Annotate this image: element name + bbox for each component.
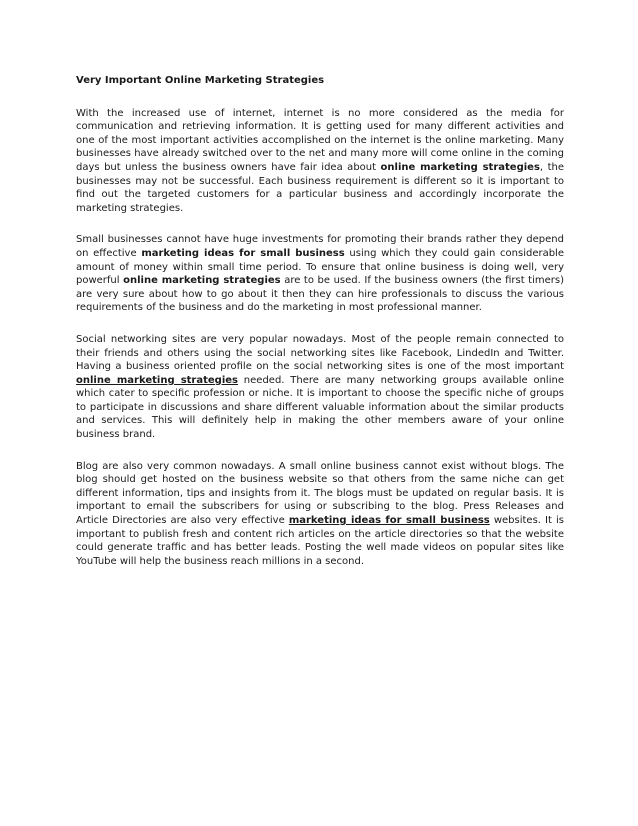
paragraph [76, 460, 564, 569]
body-text: using which they could gain considerable amount of money within small time period. To ensure that online business is doing well, very powerful [76, 247, 564, 287]
document-title: Very Important Online Marketing Strategies [76, 75, 325, 86]
body-text: With the increased use of internet, internet is no more considered as the media for communication and retrieving information. It is getting used for many different activities and one of the most important activities accomplished on the internet is the online marketing. Many businesses have already switched over to the net and many more will come online in the coming days but unless the business owners have fair idea about [76, 107, 564, 173]
body-text: websites. It is important to publish fresh and content rich articles on the article directories so that the website could generate traffic and has better leads. Posting the well made videos on popular sites like YouTube will help the business reach millions in a second. [76, 515, 564, 567]
paragraph [76, 233, 564, 315]
body-text: are to be used. If the business owners (the first timers) are very sure about how to go about it then they can hire professionals to discuss the various requirements of the business and do the marketing in most professional manner. [76, 275, 564, 314]
bold-text: marketing ideas for small business [141, 247, 345, 259]
text-link[interactable]: online marketing strategies [76, 374, 238, 386]
bold-text: online marketing strategies [123, 275, 281, 287]
paragraph [76, 333, 564, 442]
body-text: Blog are also very common nowadays. A small online business cannot exist without blogs. The blog should get hosted on the business website so that others from the same niche can get different information, tips and insights from it. The blogs must be updated on regular basis. It is important to email the subscribers for using or subscribing to the blog. Press Releases and Article Directories are also very effective [76, 460, 564, 527]
body-text: needed. There are many networking groups available online which cater to specific profession or niche. It is important to choose the specific niche of groups to participate in discussions and share different valuable information about the similar products and services. This will definitely help in making the other members aware of your online business brand. [76, 374, 564, 441]
bold-text: online marketing strategies [380, 161, 540, 173]
body-text: , the businesses may not be successful. Each business requirement is different so it is important to find out the targeted customers for a particular business and accordingly incorporate the marketing strategies. [76, 161, 564, 214]
body-text: Social networking sites are very popular nowadays. Most of the people remain connected to their friends and others using the social networking sites like Facebook, LindedIn and Twitter. Having a business oriented profile on the social networking sites is one of the most important [76, 333, 564, 373]
paragraph [76, 107, 564, 216]
document-page [76, 74, 564, 586]
body-text: Small businesses cannot have huge investments for promoting their brands rather they depend on effective [76, 234, 564, 259]
document-body [76, 107, 564, 569]
text-link[interactable]: marketing ideas for small business [288, 515, 490, 527]
